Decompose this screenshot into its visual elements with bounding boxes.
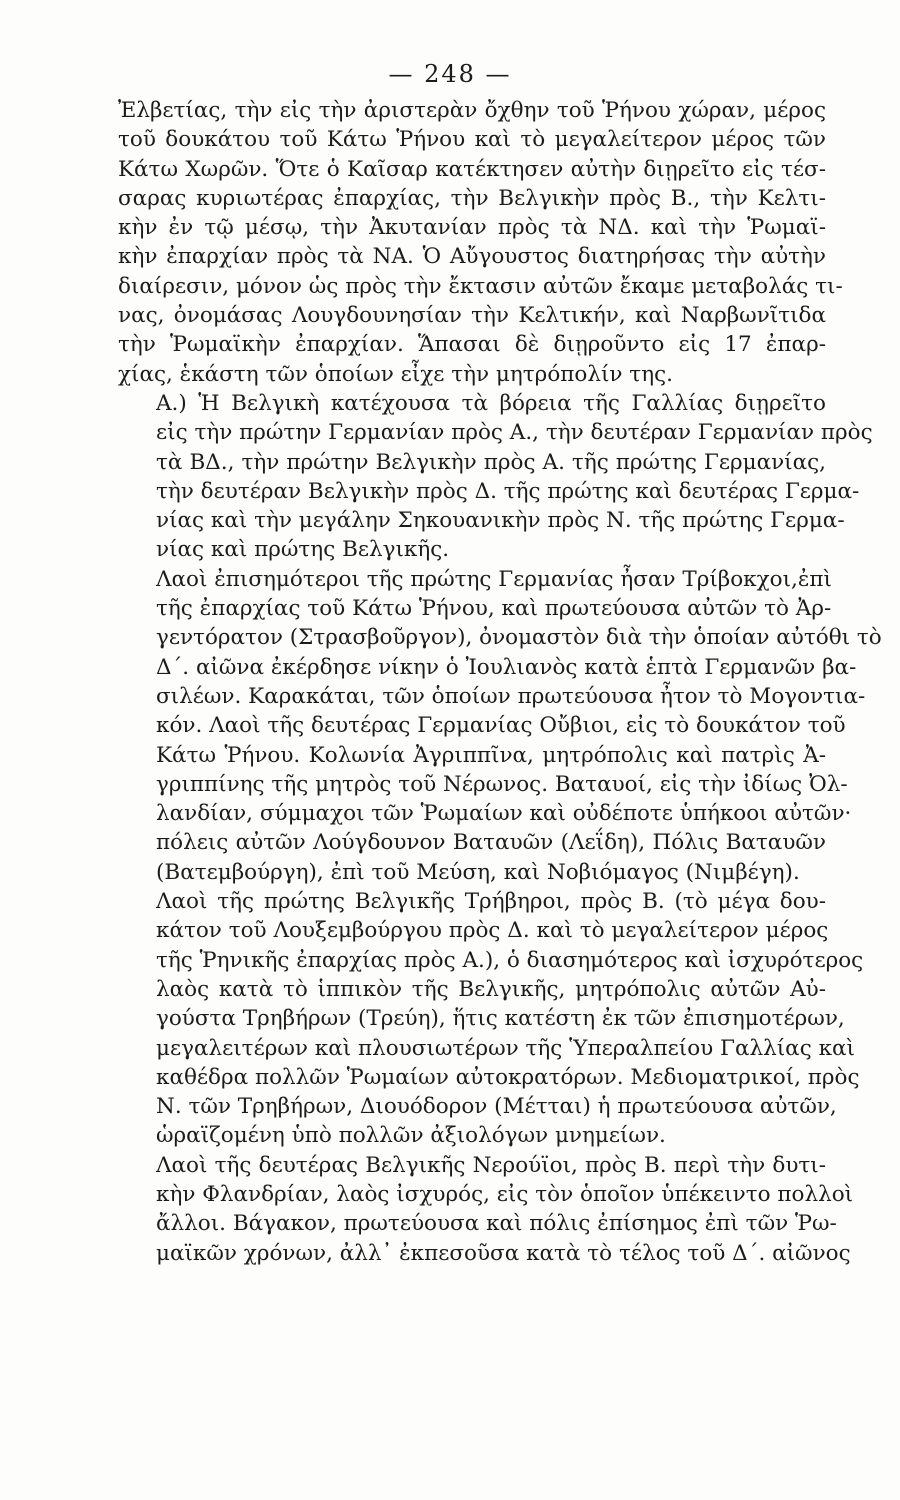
text-line: τοῦ δουκάτου τοῦ Κάτω Ῥήνου καὶ τὸ μεγαλείτερον μέρος τῶν [118,127,826,153]
text-line: ὡραϊζομένη ὑπὸ πολλῶν ἀξιολόγων μνημείων. [156,1123,666,1149]
text-line: γεντόρατον (Στρασβοῦργον), ὀνομαστὸν διὰ τὴν ὁποίαν αὐτόθι τὸ [156,625,882,651]
text-line: τῆς Ῥηνικῆς ἐπαρχίας πρὸς Α.), ὁ διασημότερος καὶ ἰσχυρότερος [156,947,864,973]
text-line: Ν. τῶν Τρηβήρων, Διουόδορον (Μέτται) ἡ πρωτεύουσα αὐτῶν, [156,1094,837,1120]
text-line: κὴν Φλανδρίαν, λαὸς ἰσχυρός, εἰς τὸν ὁποῖον ὑπέκειντο πολλοὶ [156,1181,854,1207]
text-line: Λαοὶ τῆς πρώτης Βελγικῆς Τρήβηροι, πρὸς Β. (τὸ μέγα δου- [156,889,826,915]
text-line: κόν. Λαοὶ τῆς δευτέρας Γερμανίας Οὔβιοι, εἰς τὸ δουκάτον τοῦ [156,713,846,739]
text-line: εἰς τὴν πρώτην Γερμανίαν πρὸς Α., τὴν δευτέραν Γερμανίαν πρὸς [156,420,873,446]
text-line: νίας καὶ πρώτης Βελγικῆς. [156,537,450,563]
text-line: Ἐλβετίας, τὴν εἰς τὴν ἀριστερὰν ὄχθην τοῦ Ῥήνου χώραν, μέρος [118,98,826,123]
text-line: νίας καὶ τὴν μεγάλην Σηκουανικὴν πρὸς Ν. τῆς πρώτης Γερμα- [156,508,845,534]
text-line: μεγαλειτέρων καὶ πλουσιωτέρων τῆς Ὑπεραλπείου Γαλλίας καὶ [156,1035,855,1061]
text-line: κὴν ἐν τῷ μέσῳ, τὴν Ἀκυτανίαν πρὸς τὰ ΝΔ. καὶ τὴν Ῥωμαϊ- [118,215,826,241]
text-line: χίας, ἑκάστη τῶν ὁποίων εἶχε τὴν μητρόπολίν της. [118,361,673,387]
text-line: καθέδρα πολλῶν Ῥωμαίων αὐτοκρατόρων. Μεδιοματρικοί, πρὸς [156,1064,860,1090]
text-line: τὴν Ῥωμαϊκὴν ἐπαρχίαν. Ἅπασαι δὲ διῃροῦντο εἰς 17 ἐπαρ- [118,332,826,358]
text-line: (Βατεμβούργη), ἐπὶ τοῦ Μεύση, καὶ Νοβιόμαγος (Νιμβέγη). [156,859,800,885]
text-line: κάτον τοῦ Λουξεμβούργου πρὸς Δ. καὶ τὸ μεγαλείτερον μέρος [156,918,829,944]
text-line: Α.) Ἡ Βελγικὴ κατέχουσα τὰ βόρεια τῆς Γαλλίας διῃρεῖτο [156,390,826,416]
page-number: — 248 — [388,60,512,88]
text-line: λανδίαν, σύμμαχοι τῶν Ῥωμαίων καὶ οὐδέποτε ὑπήκοοι αὐτῶν· [156,801,852,827]
text-line: τὰ ΒΔ., τὴν πρώτην Βελγικὴν πρὸς Α. τῆς πρώτης Γερμανίας, [156,449,826,475]
text-line: Κάτω Χωρῶν. Ὅτε ὁ Καῖσαρ κατέκτησεν αὐτὴν διῃρεῖτο εἰς τέσ- [118,156,826,182]
peoples-belgica-one-paragraph [118,887,864,1151]
text-line: γριππίνης τῆς μητρὸς τοῦ Νέρωνος. Βαταυοί, εἰς τὴν ἰδίως Ὀλ- [156,771,848,797]
text-line: ἄλλοι. Βάγακον, πρωτεύουσα καὶ πόλις ἐπίσημος ἐπὶ τῶν Ῥω- [156,1211,837,1237]
section-a-paragraph [118,389,873,565]
text-line: κὴν ἐπαρχίαν πρὸς τὰ ΝΑ. Ὁ Αὔγουστος διατηρήσας τὴν αὐτὴν [118,244,826,270]
text-line: διαίρεσιν, μόνον ὡς πρὸς τὴν ἔκτασιν αὐτῶν ἔκαμε μεταβολάς τι- [118,273,843,299]
text-line: λαὸς κατὰ τὸ ἱππικὸν τῆς Βελγικῆς, μητρόπολις αὐτῶν Αὐ- [156,976,826,1002]
text-line: Λαοὶ τῆς δευτέρας Βελγικῆς Νερούϊοι, πρὸς Β. περὶ τὴν δυτι- [156,1152,826,1178]
text-line: νας, ὀνομάσας Λουγδουνησίαν τὴν Κελτικήν, καὶ Ναρβωνῖτιδα [118,303,826,329]
peoples-germany-paragraph [118,565,882,887]
body-text [118,96,882,1268]
text-line: τὴν δευτέραν Βελγικὴν πρὸς Δ. τῆς πρώτης καὶ δευτέρας Γερμα- [156,478,860,504]
text-line: γούστα Τρηβήρων (Τρεύη), ἥτις κατέστη ἐκ τῶν ἐπισημοτέρων, [156,1006,845,1032]
text-line: μαϊκῶν χρόνων, ἀλλ᾿ ἐκπεσοῦσα κατὰ τὸ τέλος τοῦ Δ΄. αἰῶνος [156,1240,851,1266]
text-line: πόλεις αὐτῶν Λούγδουνον Βαταυῶν (Λεΐδη), Πόλις Βαταυῶν [156,830,826,856]
peoples-belgica-two-paragraph [118,1151,854,1268]
intro-paragraph [118,96,843,389]
text-line: Δ΄. αἰῶνα ἐκέρδησε νίκην ὁ Ἰουλιανὸς κατὰ ἑπτὰ Γερμανῶν βα- [156,654,857,680]
text-line: Κάτω Ῥήνου. Κολωνία Ἀγριππῖνα, μητρόπολις καὶ πατρὶς Ἀ- [156,742,826,768]
text-line: τῆς ἐπαρχίας τοῦ Κάτω Ῥήνου, καὶ πρωτεύουσα αὐτῶν τὸ Ἀρ- [156,596,832,622]
text-line: Λαοὶ ἐπισημότεροι τῆς πρώτης Γερμανίας ἦσαν Τρίβοκχοι,ἐπὶ [156,566,832,592]
text-line: σαρας κυριωτέρας ἐπαρχίας, τὴν Βελγικὴν πρὸς Β., τὴν Κελτι- [118,185,826,211]
text-line: σιλέων. Καρακάται, τῶν ὁποίων πρωτεύουσα ἦτον τὸ Μογοντια- [156,683,866,709]
